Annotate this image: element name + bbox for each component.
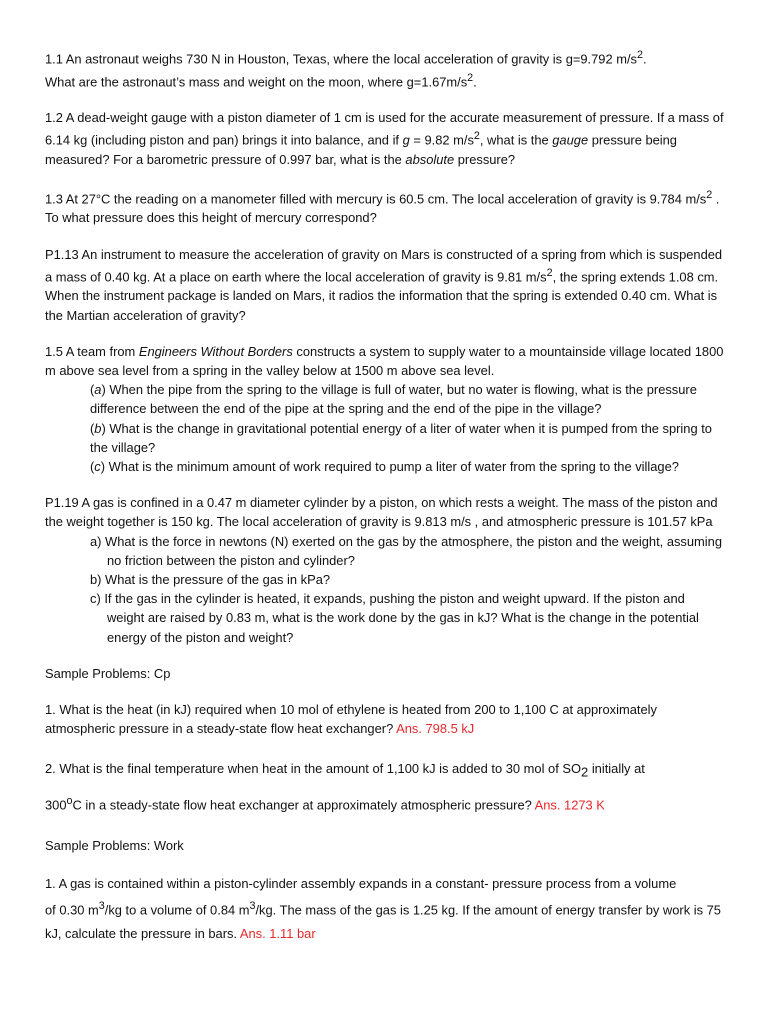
problem-text: 1.5 A team from [45,343,139,359]
problem-text: . [473,73,477,89]
sub-question-b: b) What is the pressure of the gas in kPa? [90,571,331,587]
problem-1-2 [45,108,725,169]
problem-text: C in a steady-state flow heat exchanger at approximately atmospheric pressure? [72,797,535,813]
subscript: 2 [581,764,589,780]
problem-text: initially at [588,761,645,777]
superscript: 2 [546,266,553,279]
problem-text: , the spring extends 1.08 cm. When the instrument package is landed on Mars, it radios the information that the spring is extended 0.40 cm. What is the Martian acceleration of gravity? [45,269,719,323]
problem-text: 1.2 A dead-weight gauge with a piston diameter of 1 cm is used for the accurate measurement of pressure. If a mass of 6.14 kg (including piston and pan) brings it into balance, and if [45,110,724,148]
problem-text: constructs a system to supply water to a mountainside village located 1800 m above sea level from a spring in the valley below at 1500 m above sea level. [45,343,724,378]
sub-text: What is the minimum amount of work required to pump a liter of water from the spring to the village? [105,458,679,474]
superscript: 3 [249,900,256,913]
sub-question-a: a) What is the force in newtons (N) exerted on the gas by the atmosphere, the piston and the weight, assuming no friction between the piston and cylinder? [90,533,722,568]
sub-question-b: (b) What is the change in gravitational potential energy of a liter of water when it is pumped from the spring to the village? [90,420,712,455]
superscript: 2 [637,49,643,61]
problem-text: What are the astronaut’s mass and weight on the moon, where g=1.67m/s [45,73,468,89]
cp-problem-2 [45,755,725,819]
problem-p1-13 [45,245,725,325]
sub-label: c [94,458,101,474]
problem-text: P1.13 An instrument to measure the acceleration of gravity on Mars is constructed of a spring from which is suspended a mass of 0.40 kg. At a place on earth where the local acceleration of gravity is 9.81 m/s [45,246,723,285]
sub-question-a: (a) When the pipe from the spring to the village is full of water, but no water is flowing, what is the pressure difference between the end of the pipe at the spring and the end of the pipe in the village? [90,382,697,417]
italic-symbol: g [402,132,410,148]
section-heading-cp: Sample Problems: Cp [45,665,171,681]
problem-1-3 [45,186,725,228]
problem-text: . To what pressure does this height of mercury correspond? [45,191,720,226]
superscript: 2 [467,71,474,84]
answer-text: Ans. 1273 K [534,797,605,813]
problem-p1-19 [45,493,725,647]
answer-text: Ans. 1.11 bar [239,925,316,941]
superscript: 2 [473,130,480,143]
sub-question-c: (c) What is the minimum amount of work required to pump a liter of water from the spring to the village? [90,458,679,474]
answer-text: Ans. 798.5 kJ [396,721,475,737]
problem-1-5 [45,342,725,476]
italic-term: absolute [405,151,455,167]
sub-label: b [94,420,102,436]
problem-text: 1.3 At 27°C the reading on a manometer filled with mercury is 60.5 cm. The local acceleration of gravity is 9.784 m/s [45,191,707,207]
cp-problem-1 [45,700,725,738]
problem-text: of 0.30 m [45,902,99,918]
problem-text: . [642,51,647,67]
italic-term: gauge [552,132,589,148]
problem-text: pressure? [454,151,516,167]
document-page [45,46,725,962]
problem-text: , what is the [479,132,553,148]
problem-text: 1. What is the heat (in kJ) required when 10 mol of ethylene is heated from 200 to 1,100 C at approximately atmospheric pressure in a steady-state flow heat exchanger? [45,701,657,737]
sub-label: a [94,382,102,398]
sub-question-c: c) If the gas in the cylinder is heated, it expands, pushing the piston and weight upward. If the piston and weight are raised by 0.83 m, what is the work done by the gas in kJ? What is the change in the potential energy of the piston and weight? [90,591,699,645]
problem-text: = 9.82 m/s [409,132,474,148]
problem-text: pressure being measured? For a barometric pressure of 0.997 bar, what is the [45,132,677,167]
problem-text: 2. What is the final temperature when heat in the amount of 1,100 kJ is added to 30 mol of SO [45,761,581,777]
problem-text: /kg. The mass of the gas is 1.25 kg. If the amount of energy transfer by work is 75 kJ, calculate the pressure in bars. [45,902,721,941]
problem-text: /kg to a volume of 0.84 m [104,902,250,918]
superscript: 2 [706,188,713,201]
superscript: o [66,794,73,807]
sub-text: What is the change in gravitational potential energy of a liter of water when it is pumped from the spring to the village? [90,420,712,455]
italic-org-name: Engineers Without Borders [138,343,293,359]
work-problem-1 [45,872,725,944]
problem-text: 1.1 An astronaut weighs 730 N in Houston, Texas, where the local acceleration of gravity is g=9.792 m/s [45,51,637,67]
section-heading-work: Sample Problems: Work [45,838,184,854]
problem-intro: P1.19 A gas is confined in a 0.47 m diameter cylinder by a piston, on which rests a weight. The mass of the piston and the weight together is 150 kg. The local acceleration of gravity is 9.813 m/s , and atmospheric pressure is 101.57 kPa [45,495,718,530]
problem-intro [45,342,725,380]
problem-1-1 [45,46,725,91]
problem-text: 300 [45,797,67,813]
sub-text: When the pipe from the spring to the village is full of water, but no water is flowing, what is the pressure difference between the end of the pipe at the spring and the end of the pipe in the village? [90,382,697,417]
problem-text: 1. A gas is contained within a piston-cylinder assembly expands in a constant- pressure process from a volume [45,876,677,892]
superscript: 3 [98,900,105,913]
